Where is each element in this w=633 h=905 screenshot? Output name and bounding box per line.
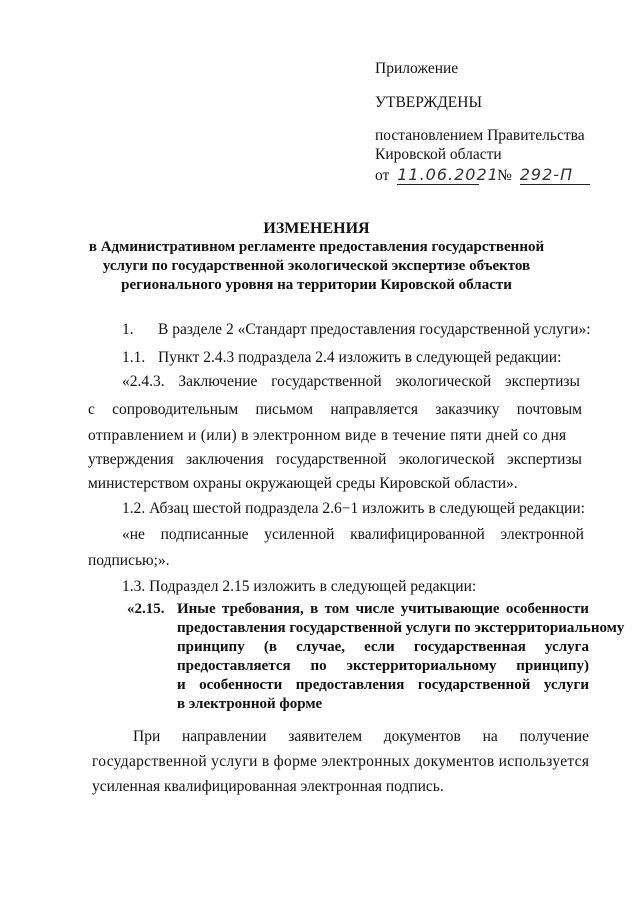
quote-2-4-3-line-3: отправлением и (или) в электронном виде в течение пяти дней со дня [88, 427, 567, 444]
subtitle-line-1: в Административном регламенте предоставления государственной [88, 239, 545, 255]
word: принципу [177, 639, 245, 655]
resolution-line: постановлением Правительства [375, 127, 585, 144]
document-title: ИЗМЕНЕНИЯ [263, 220, 370, 237]
word: на [482, 728, 498, 745]
word: особенности [505, 601, 589, 617]
word: При [133, 728, 161, 745]
quote-2-4-3-line-5: министерством охраны окружающей среды Кировской области». [88, 475, 518, 492]
word: направляется [330, 401, 419, 418]
section-2-15-line-3 [177, 639, 589, 656]
word: электронной [500, 526, 584, 543]
word: предоставляется [177, 658, 291, 674]
word: государственной [271, 373, 382, 390]
word: в [310, 601, 319, 617]
word: (в [263, 639, 277, 655]
subtitle-line-2: услуги по государственной экологической экспертизе объектов [102, 258, 531, 274]
word: экологической [395, 373, 492, 390]
ot-label: от [375, 167, 390, 184]
word: учитывающие [400, 601, 500, 617]
word: квалифицированной [350, 526, 485, 543]
word: заключения [185, 451, 264, 468]
word: заявителем [288, 728, 363, 745]
section-2-15-number: «2.15. [127, 601, 165, 617]
word: государственной [417, 677, 531, 693]
word: Заключение [178, 373, 258, 390]
word: получение [519, 728, 589, 745]
word: случае, [296, 639, 346, 655]
final-paragraph-line-1 [133, 728, 589, 746]
item-1-2-quote-line-2: подписью;». [88, 552, 170, 569]
word: с [88, 401, 95, 418]
word: экспертизы [504, 373, 580, 390]
word: экологической [398, 451, 495, 468]
word: «не [122, 526, 145, 543]
word: особенности [199, 677, 283, 693]
word: предоставления [295, 677, 405, 693]
word: числе [355, 601, 395, 617]
word: том [324, 601, 350, 617]
region-line: Кировской области [375, 146, 502, 163]
final-paragraph-line-2: государственной услуги в форме электронных документов используется [92, 753, 590, 770]
word: письмом [255, 401, 314, 418]
word: «2.4.3. [122, 373, 165, 390]
word: государственной [275, 451, 387, 468]
section-2-15-line-1 [177, 601, 589, 618]
subtitle-line-3: регионального уровня на территории Кировской области [121, 277, 512, 293]
approved-label: УТВЕРЖДЕНЫ [375, 94, 482, 111]
handwritten-date: 11.06.2021 [397, 165, 499, 184]
item-1-number: 1. [122, 321, 134, 338]
word: экспертизы [506, 451, 582, 468]
word: и [177, 677, 186, 693]
appendix-label: Приложение [375, 60, 459, 77]
word: если [364, 639, 395, 655]
handwritten-number: 292-П [520, 165, 590, 185]
date-number-line [375, 165, 590, 185]
word: экстерриториальному [346, 658, 497, 674]
item-1-2-quote-line-1 [122, 526, 584, 544]
number-label: № [497, 167, 512, 184]
item-1-2-text: 1.2. Абзац шестой подраздела 2.6−1 изложить в следующей редакции: [122, 500, 585, 517]
word: почтовым [516, 401, 582, 418]
item-1-1-number: 1.1. [122, 349, 146, 366]
word: подписанные [160, 526, 249, 543]
word: утверждения [88, 451, 174, 468]
section-2-15-line-4 [177, 658, 589, 675]
item-1-text: В разделе 2 «Стандарт предоставления государственной услуги»: [158, 321, 591, 338]
word: по [310, 658, 327, 674]
item-1-3-text: 1.3. Подраздел 2.15 изложить в следующей редакции: [122, 578, 477, 595]
section-2-15-line-2: предоставления государственной услуги по экстерриториальному [177, 620, 625, 636]
word: принципу) [516, 658, 589, 674]
word: государственная [413, 639, 526, 655]
section-2-15-line-6: в электронной форме [177, 696, 323, 712]
word: документов [383, 728, 461, 745]
final-paragraph-line-3: усиленная квалифицированная электронная подпись. [92, 778, 444, 795]
quote-2-4-3-line-1 [122, 373, 580, 391]
item-1-1-text: Пункт 2.4.3 подраздела 2.4 изложить в следующей редакции: [158, 349, 562, 366]
word: услуги [543, 677, 589, 693]
word: направлении [181, 728, 267, 745]
quote-2-4-3-line-4 [88, 451, 582, 469]
quote-2-4-3-line-2 [88, 401, 582, 419]
word: Иные [177, 601, 216, 617]
word: усиленной [264, 526, 335, 543]
word: сопроводительным [112, 401, 239, 418]
word: требования, [222, 601, 304, 617]
section-2-15-line-5 [177, 677, 589, 694]
word: заказчику [435, 401, 500, 418]
word: услуга [545, 639, 589, 655]
